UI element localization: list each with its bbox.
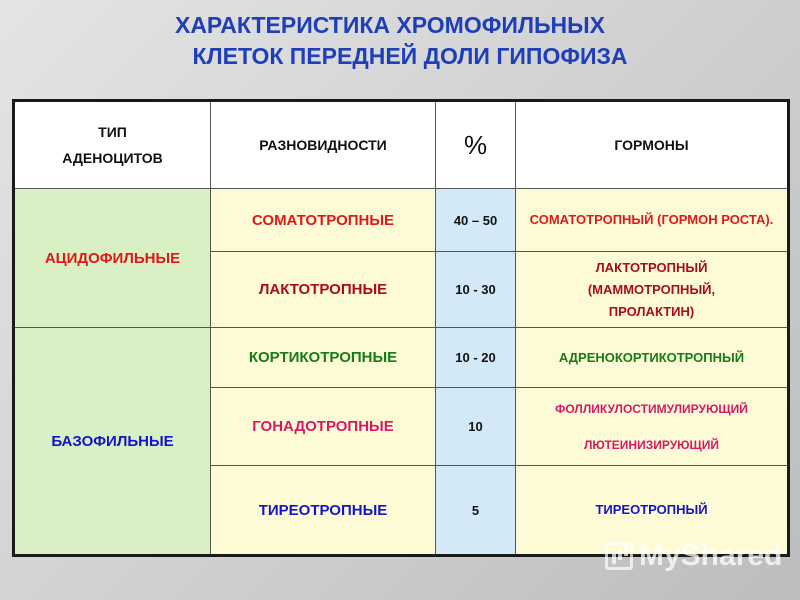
percent-cell: 5	[436, 466, 516, 556]
hormone-cell: ЛАКТОТРОПНЫЙ (МАММОТРОПНЫЙ, ПРОЛАКТИН)	[516, 252, 789, 328]
title-line-1: ХАРАКТЕРИСТИКА ХРОМОФИЛЬНЫХ	[174, 12, 606, 38]
variety-cell: ГОНАДОТРОПНЫЕ	[211, 388, 436, 466]
header-type: ТИП АДЕНОЦИТОВ	[14, 101, 211, 189]
hormone-cell	[516, 388, 789, 466]
type-basophil: БАЗОФИЛЬНЫЕ	[14, 328, 211, 556]
hormone-lh: ЛЮТЕИНИЗИРУЮЩИЙ	[583, 437, 720, 452]
watermark	[605, 540, 782, 572]
variety-cell: ЛАКТОТРОПНЫЕ	[211, 252, 436, 328]
title-line-2: КЛЕТОК ПЕРЕДНЕЙ ДОЛИ ГИПОФИЗА	[192, 43, 628, 69]
hormone-cell: СОМАТОТРОПНЫЙ (ГОРМОН РОСТА).	[516, 189, 789, 252]
hormone-fsh: ФОЛЛИКУЛОСТИМУЛИРУЮЩИЙ	[555, 401, 748, 416]
watermark-text: MyShared	[639, 539, 783, 572]
percent-cell: 40 – 50	[436, 189, 516, 252]
header-percent: %	[436, 101, 516, 189]
variety-cell: СОМАТОТРОПНЫЕ	[211, 189, 436, 252]
table-row	[14, 189, 789, 252]
percent-cell: 10 - 20	[436, 328, 516, 388]
type-acidophil: АЦИДОФИЛЬНЫЕ	[14, 189, 211, 328]
header-hormones: ГОРМОНЫ	[516, 101, 789, 189]
variety-cell: КОРТИКОТРОПНЫЕ	[211, 328, 436, 388]
hormone-cell: АДРЕНОКОРТИКОТРОПНЫЙ	[516, 328, 789, 388]
percent-cell: 10 - 30	[436, 252, 516, 328]
hormone-cell: ТИРЕОТРОПНЫЙ	[516, 466, 789, 556]
page-title	[0, 10, 800, 72]
table-row	[14, 328, 789, 388]
header-varieties: РАЗНОВИДНОСТИ	[211, 101, 436, 189]
variety-cell: ТИРЕОТРОПНЫЕ	[211, 466, 436, 556]
chart-icon	[605, 542, 633, 570]
percent-cell: 10	[436, 388, 516, 466]
table-header-row	[14, 101, 789, 189]
adenocytes-table	[12, 99, 790, 557]
